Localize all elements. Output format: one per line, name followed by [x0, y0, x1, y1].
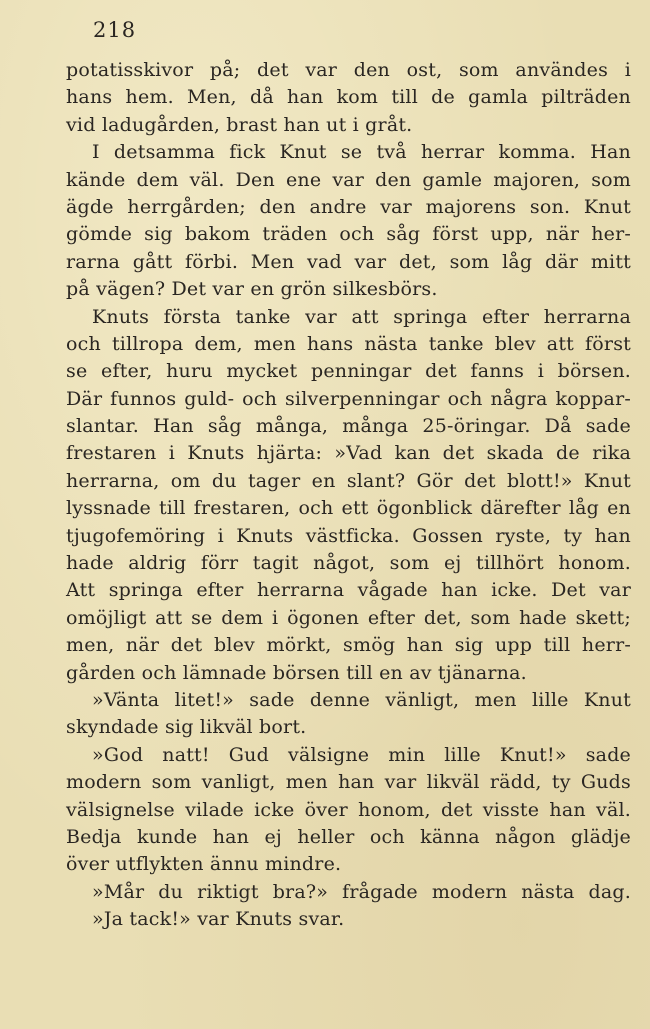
text-line: slantar. Han såg många, många 25-öringar. Då sade	[66, 415, 631, 438]
text-line: se efter, huru mycket penningar det fanns i börsen.	[66, 360, 631, 383]
text-line: ägde herrgården; den andre var majorens son. Knut	[66, 195, 631, 218]
text-line: Att springa efter herrarna vågade han icke. Det var	[66, 579, 631, 602]
text-line: välsignelse vilade icke över honom, det visste han väl.	[66, 798, 631, 821]
text-line: »Ja tack!» var Knuts svar.	[92, 908, 345, 931]
text-line: gömde sig bakom träden och såg först upp, när her-	[66, 223, 631, 246]
body-text	[66, 57, 631, 934]
text-line: hade aldrig förr tagit något, som ej tillhört honom.	[66, 552, 631, 575]
text-line: hans hem. Men, då han kom till de gamla pilträden	[66, 86, 631, 109]
text-line: »Mår du riktigt bra?» frågade modern nästa dag.	[92, 880, 631, 903]
text-line: »Vänta litet!» sade denne vänligt, men lille Knut	[92, 688, 631, 711]
text-line: och tillropa dem, men hans nästa tanke blev att först	[66, 332, 631, 355]
text-line: I detsamma fick Knut se två herrar komma. Han	[92, 141, 631, 164]
text-line: Knuts första tanke var att springa efter herrarna	[92, 305, 631, 328]
text-line: skyndade sig likväl bort.	[66, 716, 307, 739]
text-line: »God natt! Gud välsigne min lille Knut!» sade	[92, 743, 631, 766]
text-line: gården och lämnade börsen till en av tjänarna.	[66, 661, 527, 684]
text-line: modern som vanligt, men han var likväl rädd, ty Guds	[66, 771, 631, 794]
text-line: kände dem väl. Den ene var den gamle majoren, som	[66, 168, 631, 191]
text-line: omöjligt att se dem i ögonen efter det, som hade skett;	[66, 606, 631, 629]
text-line: Bedja kunde han ej heller och känna någon glädje	[66, 825, 631, 848]
text-line: frestaren i Knuts hjärta: »Vad kan det skada de rika	[66, 442, 631, 465]
text-line: över utflykten ännu mindre.	[66, 853, 342, 876]
text-line: potatisskivor på; det var den ost, som användes i	[66, 59, 631, 81]
text-line: Där funnos guld- och silverpenningar och några koppar-	[66, 387, 631, 410]
text-line: rarna gått förbi. Men vad var det, som låg där mitt	[66, 250, 631, 273]
page-number: 218	[93, 18, 137, 42]
text-line: på vägen? Det var en grön silkesbörs.	[66, 278, 438, 301]
text-line: lyssnade till frestaren, och ett ögonblick därefter låg en	[66, 497, 631, 520]
text-line: herrarna, om du tager en slant? Gör det blott!» Knut	[66, 469, 631, 492]
text-line: vid ladugården, brast han ut i gråt.	[66, 113, 413, 136]
text-line: tjugofemöring i Knuts västficka. Gossen ryste, ty han	[66, 524, 631, 547]
text-line: men, när det blev mörkt, smög han sig upp till herr-	[66, 634, 631, 657]
